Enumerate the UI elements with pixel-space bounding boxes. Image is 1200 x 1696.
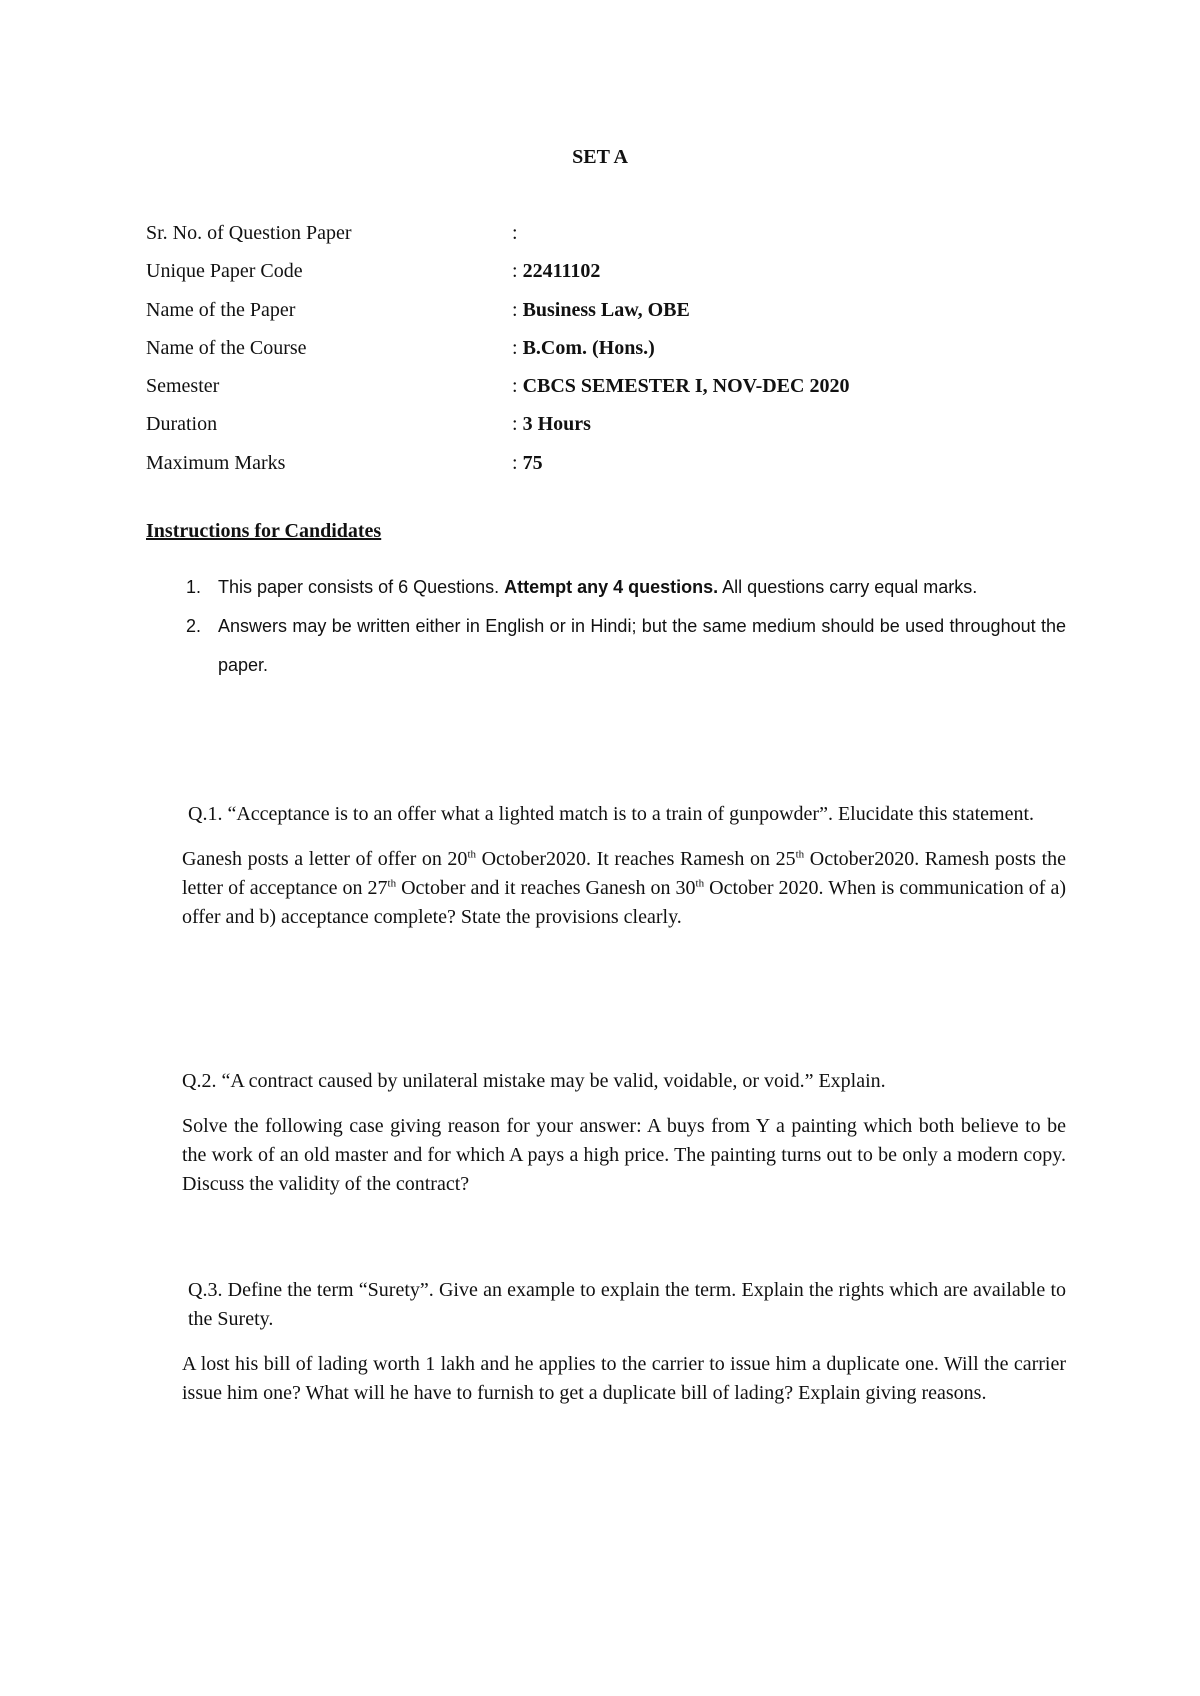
detail-value: : B.Com. (Hons.) [512,336,655,359]
detail-row-duration [146,413,1066,451]
question-1 [182,800,1066,932]
instructions-heading: Instructions for Candidates [146,520,382,542]
instruction-item: 2. Answers may be written either in English or in Hindi; but the same medium should be used throughout the paper. [146,607,1066,685]
question-3 [182,1276,1066,1408]
detail-row-paper-code [146,260,1066,298]
detail-row-paper-name [146,299,1066,337]
instruction-item: 1. This paper consists of 6 Questions. Attempt any 4 questions. All questions carry equal marks. [146,568,1066,607]
question-3-statement: Q.3. Define the term “Surety”. Give an example to explain the term. Explain the rights which are available to the Surety. [188,1279,1066,1330]
detail-value: : 22411102 [512,260,601,283]
paper-details [146,222,1066,490]
instructions-list [146,568,1066,685]
instruction-number: 2. [186,616,202,636]
detail-label: Semester [146,375,220,398]
detail-row-course [146,337,1066,375]
question-1-case: Ganesh posts a letter of offer on 20th October2020. It reaches Ramesh on 25th October2020. Ramesh posts the letter of acceptance on 27th October and it reaches Ganesh on 30th October 2020. When is communication of a) offer and b) acceptance complete? State the provisions clearly. [182,848,1066,928]
detail-label: Sr. No. of Question Paper [146,222,352,244]
question-3-case: A lost his bill of lading worth 1 lakh and he applies to the carrier to issue him a duplicate one. Will the carrier issue him one? What will he have to furnish to get a duplicate bill of lading? Explain giving reasons. [182,1353,1066,1404]
detail-row-max-marks [146,452,1066,490]
detail-label: Duration [146,413,218,436]
detail-value: : Business Law, OBE [512,298,690,321]
detail-row-serial-no [146,222,1066,260]
question-2-statement: Q.2. “A contract caused by unilateral mistake may be valid, voidable, or void.” Explain. [182,1070,886,1092]
question-2 [182,1067,1066,1199]
instruction-emphasis: Attempt any 4 questions. [504,577,719,597]
question-1-statement: Q.1. “Acceptance is to an offer what a lighted match is to a train of gunpowder”. Elucidate this statement. [188,803,1035,825]
detail-label: Name of the Course [146,336,307,359]
detail-value: : [512,222,518,244]
detail-value: : 75 [512,451,543,474]
detail-row-semester [146,375,1066,413]
instruction-number: 1. [186,577,202,597]
detail-value: : 3 Hours [512,413,591,436]
detail-label: Name of the Paper [146,298,296,321]
detail-value: : CBCS SEMESTER I, NOV-DEC 2020 [512,375,850,398]
question-2-case: Solve the following case giving reason for your answer: A buys from Y a painting which both believe to be the work of an old master and for which A pays a high price. The painting turns out to be only a modern copy. Discuss the validity of the contract? [182,1115,1066,1195]
detail-label: Maximum Marks [146,451,286,474]
detail-label: Unique Paper Code [146,260,303,283]
set-title: SET A [572,146,628,168]
